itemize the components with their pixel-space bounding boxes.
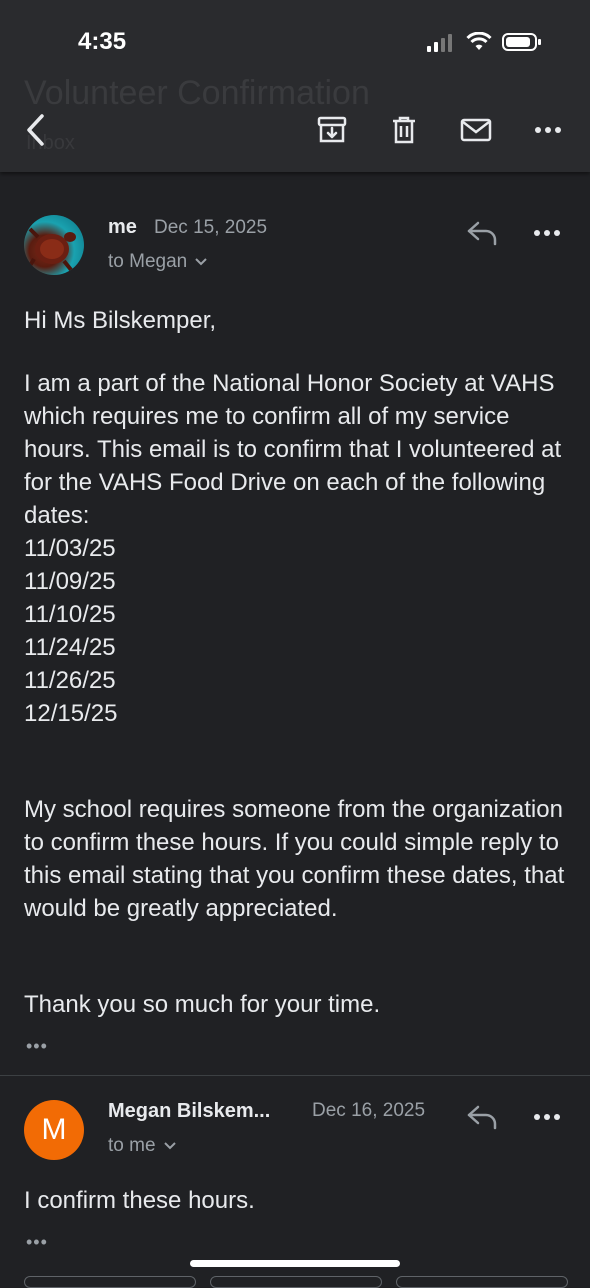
reply-all-action-button[interactable] bbox=[210, 1276, 382, 1288]
back-button[interactable] bbox=[18, 112, 54, 148]
chevron-down-icon bbox=[164, 1142, 176, 1150]
mark-unread-button[interactable] bbox=[458, 112, 494, 148]
status-icons bbox=[426, 32, 542, 52]
date-item: 11/10/25 bbox=[24, 601, 116, 628]
wifi-icon bbox=[466, 32, 492, 52]
more-horizontal-icon bbox=[534, 218, 560, 248]
signal-icon bbox=[426, 32, 456, 52]
date-item: 11/26/25 bbox=[24, 667, 116, 694]
reply-action-button[interactable] bbox=[24, 1276, 196, 1288]
recipient-toggle[interactable] bbox=[108, 251, 207, 273]
archive-icon bbox=[317, 115, 347, 145]
email-paragraph: I am a part of the National Honor Society at VAHS which requires me to confirm all of my service hours. This email is to confirm that I volunteered at for the VAHS Food Drive on each of the following dates: bbox=[24, 370, 562, 529]
archive-button[interactable] bbox=[314, 112, 350, 148]
date-list bbox=[24, 532, 572, 730]
more-options-button[interactable] bbox=[530, 112, 566, 148]
show-quoted-text-button[interactable]: ••• bbox=[26, 1232, 48, 1252]
chevron-left-icon bbox=[25, 113, 47, 147]
reply-button[interactable] bbox=[466, 1104, 502, 1134]
reply-icon bbox=[466, 1104, 498, 1130]
avatar[interactable] bbox=[24, 215, 84, 275]
more-horizontal-icon bbox=[534, 1102, 560, 1132]
date-item: 11/03/25 bbox=[24, 535, 116, 562]
reply-button[interactable] bbox=[466, 220, 502, 250]
avatar[interactable]: M bbox=[24, 1100, 84, 1160]
message-more-button[interactable] bbox=[534, 1102, 564, 1132]
message-date: Dec 16, 2025 bbox=[312, 1100, 426, 1121]
email-closing: Thank you so much for your time. bbox=[24, 991, 381, 1018]
email-body: I confirm these hours. bbox=[24, 1187, 255, 1214]
turtle-photo-icon bbox=[24, 215, 84, 275]
message-date: Dec 15, 2025 bbox=[154, 217, 268, 238]
top-app-bar bbox=[0, 0, 590, 172]
message-divider bbox=[0, 1075, 590, 1076]
trash-icon bbox=[391, 115, 417, 145]
date-item: 11/09/25 bbox=[24, 568, 116, 595]
forward-action-button[interactable] bbox=[396, 1276, 568, 1288]
battery-icon bbox=[502, 32, 542, 52]
home-indicator bbox=[190, 1260, 400, 1267]
chevron-down-icon bbox=[195, 258, 207, 266]
date-item: 12/15/25 bbox=[24, 700, 118, 727]
delete-button[interactable] bbox=[386, 112, 422, 148]
show-quoted-text-button[interactable]: ••• bbox=[26, 1036, 48, 1056]
email-greeting: Hi Ms Bilskemper, bbox=[24, 307, 217, 334]
recipient-label: to Megan bbox=[108, 251, 188, 272]
more-horizontal-icon bbox=[535, 126, 561, 134]
sender-name: me bbox=[108, 216, 137, 238]
mailbox-label: Inbox bbox=[26, 132, 75, 154]
sender-name: Megan Bilskem... bbox=[108, 1100, 271, 1122]
email-paragraph: My school requires someone from the organization to confirm these hours. If you could simple reply to this email stating that you confirm these dates, that would be greatly appreciated. bbox=[24, 796, 565, 922]
recipient-label: to me bbox=[108, 1135, 156, 1156]
mail-icon bbox=[460, 117, 492, 143]
reply-icon bbox=[466, 220, 498, 246]
email-subject: Volunteer Confirmation bbox=[24, 74, 370, 112]
date-item: 11/24/25 bbox=[24, 634, 116, 661]
message-more-button[interactable] bbox=[534, 218, 564, 248]
recipient-toggle[interactable] bbox=[108, 1135, 176, 1157]
status-time: 4:35 bbox=[78, 28, 127, 55]
